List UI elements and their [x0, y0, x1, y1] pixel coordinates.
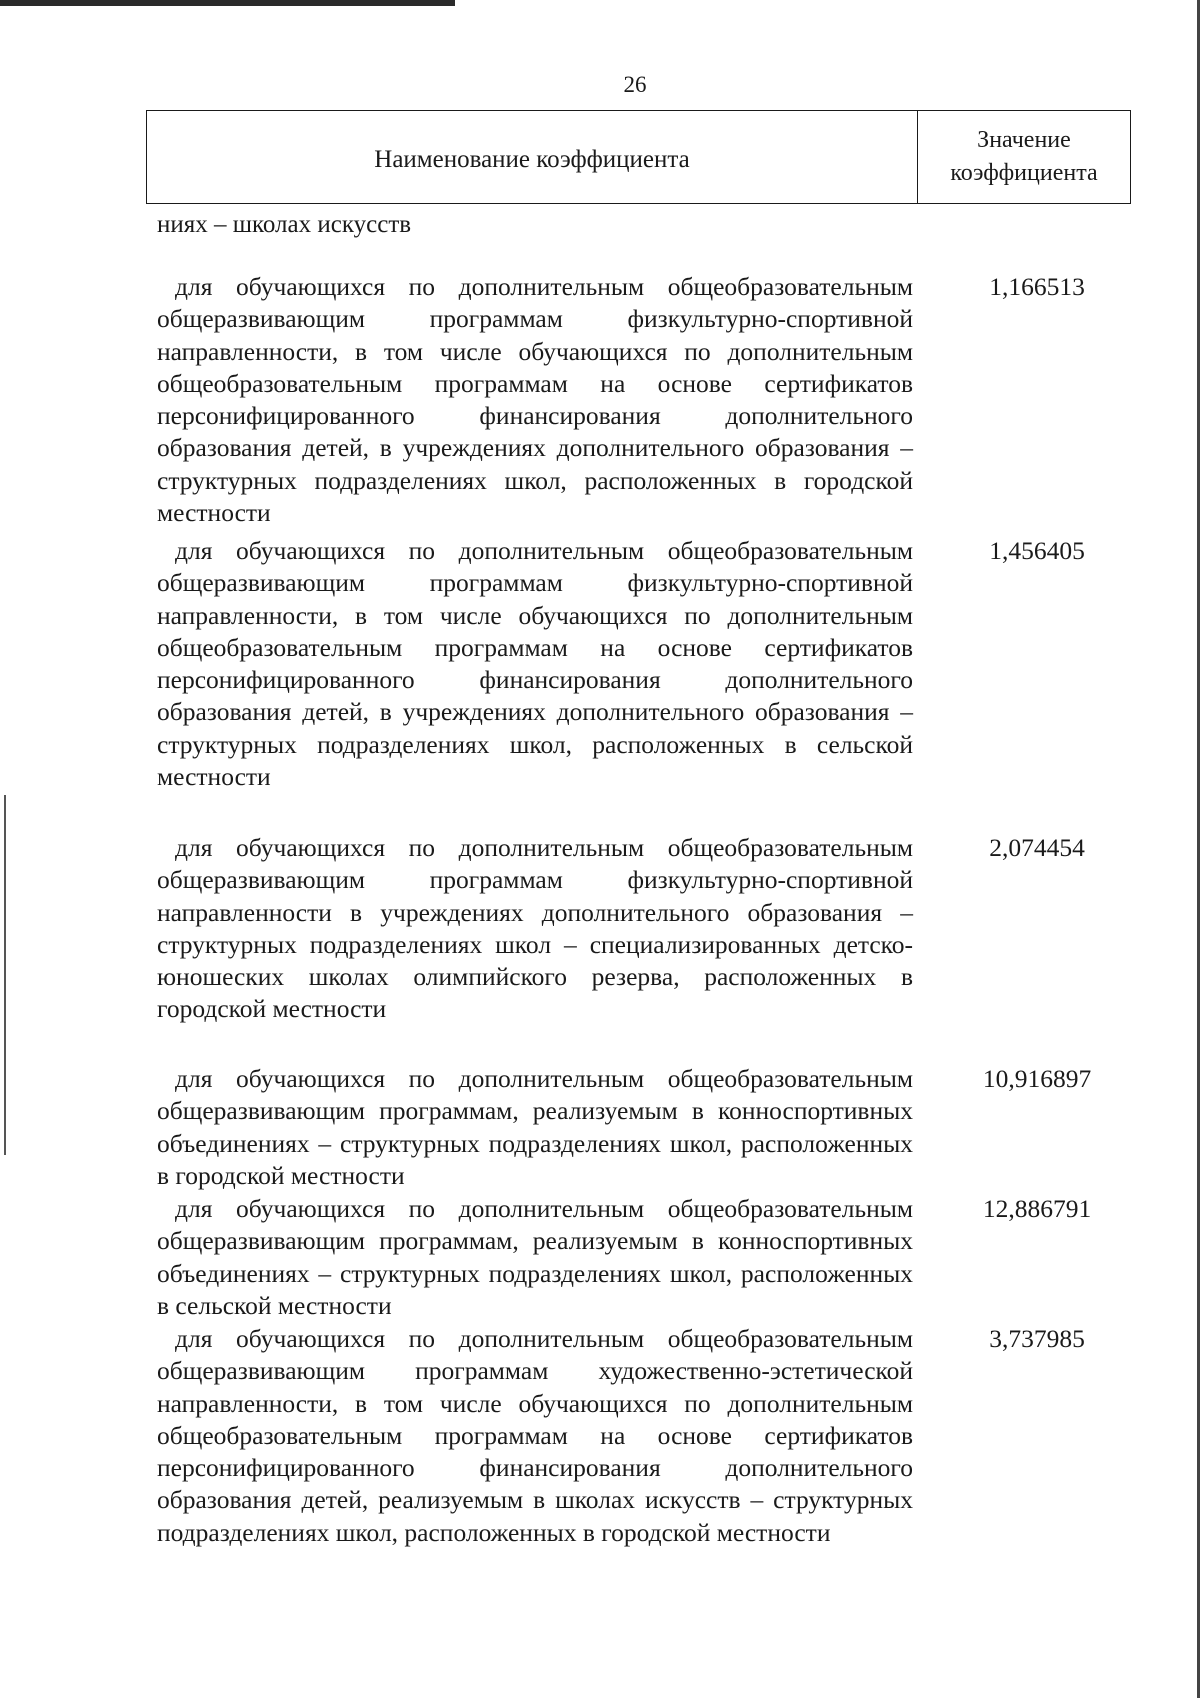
page-number: 26 — [623, 72, 647, 97]
scan-border-top — [0, 0, 455, 6]
table-row — [157, 832, 1157, 1026]
row-description: для обучающихся по дополнительным общеобразовательным общеразвивающим программам художественно-эстетической направленности, в том числе обучающихся по дополнительным общеобразовательным программам на основе сертификатов персонифицированного финансирования дополнительного образования детей, реализуемым в школах искусств – структурных подразделениях школ, расположенных в городской местности — [157, 1324, 913, 1547]
table-row — [157, 1193, 1157, 1322]
row-description: для обучающихся по дополнительным общеобразовательным общеразвивающим программам, реализуемым в конноспортивных объединениях – структурных подразделениях школ, расположенных в сельской местности — [157, 1194, 913, 1320]
row-coefficient: 1,166513 — [989, 272, 1085, 301]
scan-mark-left — [4, 795, 6, 1155]
row-description: для обучающихся по дополнительным общеобразовательным общеразвивающим программам физкультурно-спортивной направленности в учреждениях дополнительного образования – структурных подразделениях школ – специализированных детско-юношеских школах олимпийского резерва, расположенных в городской местности — [157, 833, 913, 1024]
row-coefficient: 1,456405 — [989, 536, 1085, 565]
header-coefficient-value — [918, 111, 1130, 203]
continuation-text: ниях – школах искусств — [157, 211, 412, 238]
table-row — [157, 271, 1157, 529]
table-row — [157, 1063, 1157, 1192]
header-value-line1: Значение — [977, 127, 1071, 153]
row-coefficient: 12,886791 — [982, 1194, 1092, 1223]
row-description: для обучающихся по дополнительным общеобразовательным общеразвивающим программам, реализуемым в конноспортивных объединениях – структурных подразделениях школ, расположенных в городской местности — [157, 1064, 913, 1190]
row-description: для обучающихся по дополнительным общеобразовательным общеразвивающим программам физкультурно-спортивной направленности, в том числе обучающихся по дополнительным общеобразовательным программам на основе сертификатов персонифицированного финансирования дополнительного образования детей, в учреждениях дополнительного образования – структурных подразделениях школ, расположенных в сельской местности — [157, 536, 913, 792]
row-coefficient: 10,916897 — [982, 1064, 1092, 1093]
row-coefficient: 3,737985 — [989, 1324, 1085, 1353]
row-coefficient: 2,074454 — [989, 833, 1085, 862]
table-row — [157, 535, 1157, 793]
table-header — [146, 110, 1131, 204]
header-coefficient-name: Наименование коэффициента — [147, 111, 918, 203]
table-row — [157, 1323, 1157, 1549]
row-description: для обучающихся по дополнительным общеобразовательным общеразвивающим программам физкультурно-спортивной направленности, в том числе обучающихся по дополнительным общеобразовательным программам на основе сертификатов персонифицированного финансирования дополнительного образования детей, в учреждениях дополнительного образования – структурных подразделениях школ, расположенных в городской местности — [157, 272, 913, 528]
header-value-line2: коэффициента — [950, 160, 1098, 186]
